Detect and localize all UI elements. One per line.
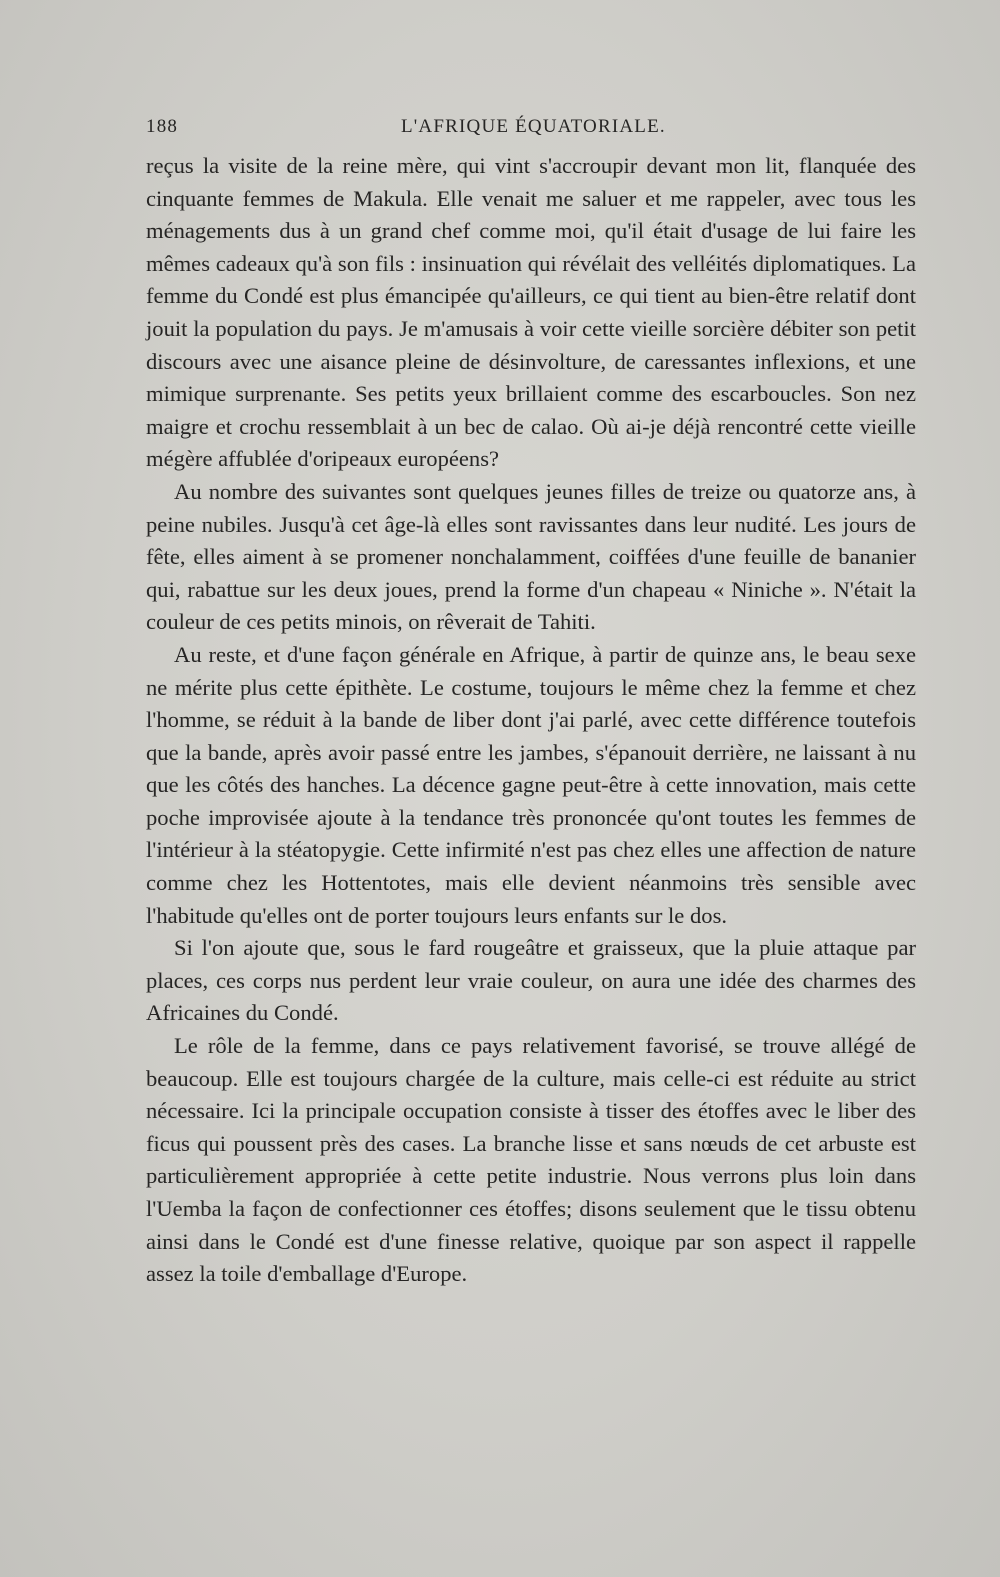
running-title: L'AFRIQUE ÉQUATORIALE.	[401, 116, 666, 137]
paragraph: Au reste, et d'une façon générale en Afrique, à partir de quinze ans, le beau sexe ne mérite plus cette épithète. Le costume, toujours le même chez la femme et chez l'homme, se réduit à la bande de liber dont j'ai parlé, avec cette différence toutefois que la bande, après avoir passé entre les jambes, s'épanouit derrière, ne laissant à nu que les côtés des hanches. La décence gagne peut-être à cette innovation, mais cette poche improvisée ajoute à la tendance très prononcée qu'ont toutes les femmes de l'intérieur à la stéatopygie. Cette infirmité n'est pas chez elles une affection de nature comme chez les Hottentotes, mais elle devient néanmoins très sensible avec l'habitude qu'elles ont de porter toujours leurs enfants sur le dos.	[146, 641, 916, 928]
page-header	[146, 116, 916, 144]
paragraph: Le rôle de la femme, dans ce pays relativement favorisé, se trouve allégé de beaucoup. Elle est toujours chargée de la culture, mais celle-ci est réduite au strict nécessaire. Ici la principale occupation consiste à tisser des étoffes avec le liber des ficus qui poussent près des cases. La branche lisse et sans nœuds de cet arbuste est particulièrement appropriée à cette petite industrie. Nous verrons plus loin dans l'Uemba la façon de confectionner ces étoffes; disons seulement que le tissu obtenu ainsi dans le Condé est d'une finesse relative, quoique par son aspect il rappelle assez la toile d'emballage d'Europe.	[146, 1033, 916, 1287]
body-text	[146, 150, 916, 1291]
paragraph: reçus la visite de la reine mère, qui vint s'accroupir devant mon lit, flanquée des cinquante femmes de Makula. Elle venait me saluer et me rappeler, avec tous les ménagements dus à un grand chef comme moi, qu'il était d'usage de lui faire les mêmes cadeaux qu'à son fils : insinuation qui révélait des velléités diplomatiques. La femme du Condé est plus émancipée qu'ailleurs, ce qui tient au bien-être relatif dont jouit la population du pays. Je m'amusais à voir cette vieille sorcière débiter son petit discours avec une aisance pleine de désinvolture, de caressantes inflexions, et une mimique surprenante. Ses petits yeux brillaient comme des escarboucles. Son nez maigre et crochu ressemblait à un bec de calao. Où ai-je déjà rencontré cette vieille mégère affublée d'oripeaux européens?	[146, 153, 916, 472]
paragraph: Si l'on ajoute que, sous le fard rougeâtre et graisseux, que la pluie attaque par places, ces corps nus perdent leur vraie couleur, on aura une idée des charmes des Africaines du Condé.	[146, 935, 916, 1026]
page-number: 188	[146, 116, 179, 137]
paragraph: Au nombre des suivantes sont quelques jeunes filles de treize ou quatorze ans, à peine nubiles. Jusqu'à cet âge-là elles sont ravissantes dans leur nudité. Les jours de fête, elles aiment à se promener nonchalamment, coiffées d'une feuille de bananier qui, rabattue sur les deux joues, prend la forme d'un chapeau « Niniche ». N'était la couleur de ces petits minois, on rêverait de Tahiti.	[146, 478, 916, 635]
